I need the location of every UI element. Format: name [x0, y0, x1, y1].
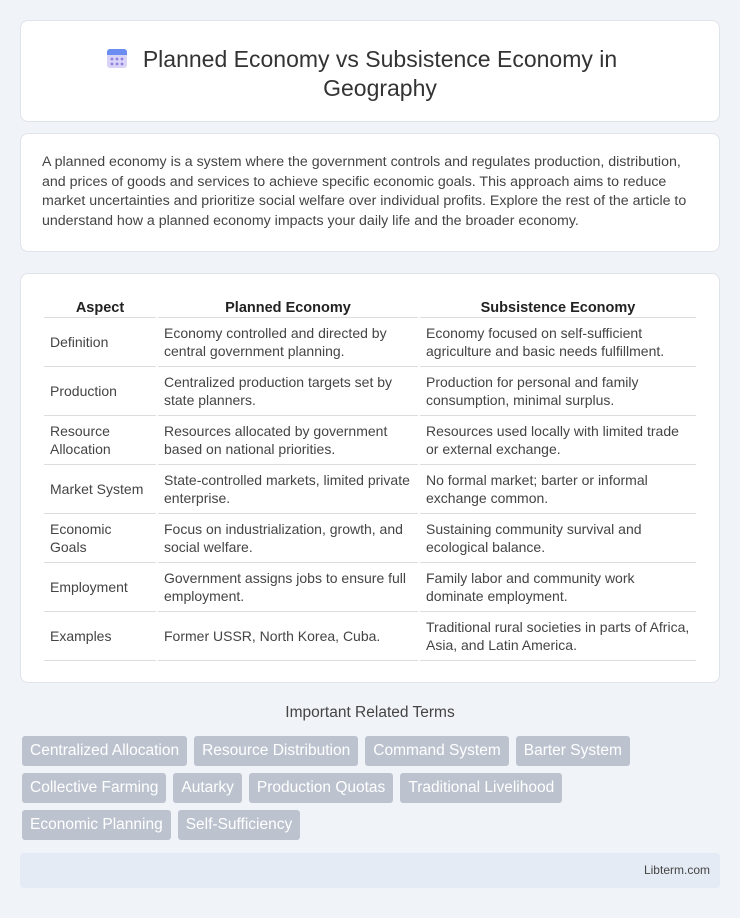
cell-planned: Former USSR, North Korea, Cuba.: [158, 612, 418, 661]
related-term-tag[interactable]: Command System: [365, 736, 508, 766]
table-row: [44, 465, 696, 514]
cell-aspect: Market System: [44, 465, 156, 514]
cell-subsistence: Production for personal and family consumption, minimal surplus.: [420, 367, 696, 416]
comparison-table-card: [20, 273, 720, 683]
related-term-tag[interactable]: Collective Farming: [22, 773, 166, 803]
table-row: [44, 514, 696, 563]
related-term-tag[interactable]: Economic Planning: [22, 810, 171, 840]
page-title: Planned Economy vs Subsistence Economy in Geography: [142, 46, 618, 101]
cell-subsistence: Traditional rural societies in parts of Africa, Asia, and Latin America.: [420, 612, 696, 661]
cell-aspect: Employment: [44, 563, 156, 612]
footer-site-link[interactable]: Libterm.com: [643, 863, 710, 877]
comparison-table: [42, 296, 698, 661]
table-row: [44, 318, 696, 367]
header-aspect: Aspect: [44, 296, 156, 318]
cell-planned: Economy controlled and directed by central government planning.: [158, 318, 418, 367]
intro-card: [20, 133, 720, 252]
cell-planned: Focus on industrialization, growth, and social welfare.: [158, 514, 418, 563]
title-card: [20, 20, 720, 122]
related-term-tag[interactable]: Resource Distribution: [194, 736, 358, 766]
intro-paragraph: A planned economy is a system where the government controls and regulates production, distribution, and prices of goods and services to achieve specific economic goals. This approach aims to reduce market uncertainties and prioritize social welfare over individual profits. Explore the rest of the article to understand how a planned economy impacts your daily life and the broader economy.: [42, 154, 687, 229]
cell-aspect: Production: [44, 367, 156, 416]
header-planned-economy: Planned Economy: [158, 296, 418, 318]
table-header-row: [44, 296, 696, 318]
cell-planned: Centralized production targets set by state planners.: [158, 367, 418, 416]
cell-aspect: Economic Goals: [44, 514, 156, 563]
header-subsistence-economy: Subsistence Economy: [420, 296, 696, 318]
cell-aspect: Examples: [44, 612, 156, 661]
related-term-tag[interactable]: Barter System: [516, 736, 630, 766]
table-row: [44, 416, 696, 465]
related-term-tag[interactable]: Centralized Allocation: [22, 736, 187, 766]
related-term-tag[interactable]: Production Quotas: [249, 773, 393, 803]
related-term-tag[interactable]: Self-Sufficiency: [178, 810, 301, 840]
related-term-tag[interactable]: Traditional Livelihood: [400, 773, 562, 803]
cell-subsistence: Resources used locally with limited trade or external exchange.: [420, 416, 696, 465]
cell-planned: Government assigns jobs to ensure full employment.: [158, 563, 418, 612]
cell-subsistence: Family labor and community work dominate employment.: [420, 563, 696, 612]
cell-planned: Resources allocated by government based on national priorities.: [158, 416, 418, 465]
cell-aspect: Definition: [44, 318, 156, 367]
table-row: [44, 612, 696, 661]
related-term-tag[interactable]: Autarky: [173, 773, 242, 803]
cell-subsistence: No formal market; barter or informal exchange common.: [420, 465, 696, 514]
table-row: [44, 367, 696, 416]
related-terms-heading: Important Related Terms: [285, 704, 455, 721]
cell-subsistence: Economy focused on self-sufficient agriculture and basic needs fulfillment.: [420, 318, 696, 367]
related-terms-list: [22, 736, 682, 840]
cell-aspect: Resource Allocation: [44, 416, 156, 465]
cell-planned: State-controlled markets, limited private enterprise.: [158, 465, 418, 514]
cell-subsistence: Sustaining community survival and ecological balance.: [420, 514, 696, 563]
footer: [20, 853, 720, 888]
table-row: [44, 563, 696, 612]
